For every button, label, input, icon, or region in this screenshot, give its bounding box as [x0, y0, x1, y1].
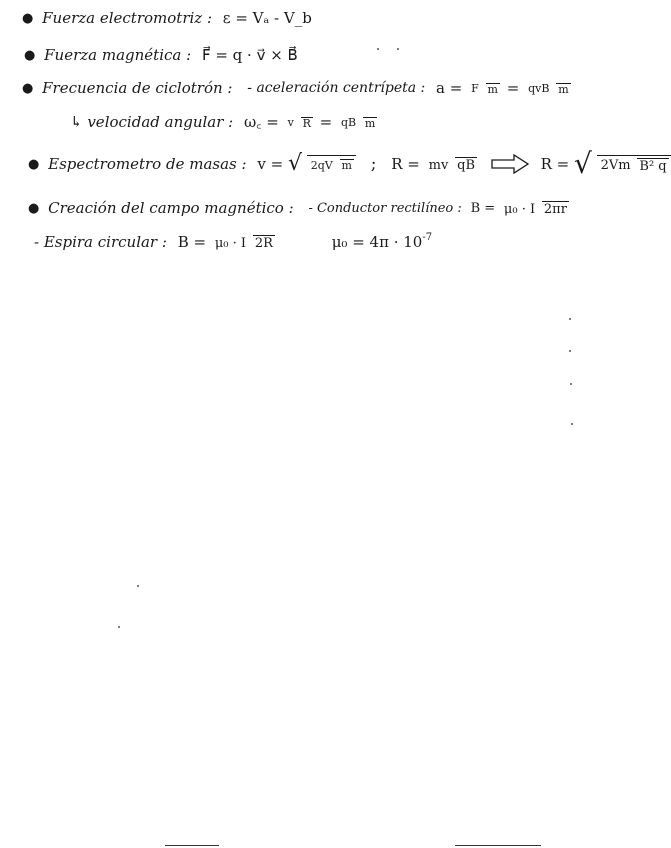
angular-label: ↳ velocidad angular : — [70, 113, 234, 131]
radius2-fraction — [599, 156, 669, 174]
velocity-den: m — [341, 159, 352, 172]
accel-fraction-2 — [526, 79, 571, 97]
bullet-icon: ● — [28, 156, 40, 172]
creation-label: Creación del campo magnético : — [48, 199, 294, 217]
conductor-fraction — [502, 199, 569, 217]
omega-num-2: qB — [341, 116, 357, 129]
radius2-sqrt — [573, 147, 671, 180]
radius-lhs: R = — [391, 155, 420, 173]
omega-num-1: v — [287, 116, 294, 129]
omega-eq: = — [319, 113, 333, 131]
accel-lhs: a = — [436, 79, 463, 97]
radius2-lhs: R = — [540, 155, 570, 173]
omega-den-2: m — [364, 116, 376, 130]
loop-num: μ₀ · I — [214, 235, 247, 251]
radius2-num: 2Vm — [600, 158, 631, 173]
conductor-den: 2πr — [543, 202, 567, 217]
omega-fraction-2 — [339, 113, 377, 131]
accel-num-1: F — [471, 82, 479, 95]
centripetal-label: - aceleración centrípeta : — [247, 80, 426, 96]
magnetic-formula: F⃗ = q · v⃗ × B⃗ — [201, 46, 298, 64]
implies-arrow-icon — [490, 153, 530, 175]
accel-num-2: qvB — [528, 82, 550, 95]
accel-fraction-1 — [469, 79, 500, 97]
bullet-icon: ● — [24, 47, 36, 63]
radius-den: qB — [457, 158, 475, 173]
bullet-icon: ● — [22, 10, 34, 26]
accel-eq: = — [506, 79, 520, 97]
scan-mark — [455, 845, 541, 846]
sqrt-icon: √ — [573, 147, 592, 180]
bullet-icon: ● — [28, 200, 40, 216]
omega-fraction-1 — [286, 113, 313, 131]
loop-fraction — [213, 233, 275, 251]
creation-line — [28, 198, 571, 217]
scan-speck — [397, 48, 399, 50]
scan-speck — [377, 48, 379, 50]
velocity-lhs: v = — [257, 155, 284, 173]
radius-fraction — [427, 155, 477, 173]
mu-constant: μ₀ = 4π · 10 — [331, 233, 423, 251]
sqrt-icon: √ — [287, 151, 302, 176]
accel-den-2: m — [558, 82, 569, 96]
cyclotron-line — [22, 78, 573, 97]
magnetic-label: Fuerza magnética : — [44, 46, 192, 64]
conductor-lhs: B = — [470, 200, 496, 216]
magnetic-line — [24, 45, 298, 64]
radius2-den: B² q — [639, 158, 667, 174]
scan-mark — [165, 845, 219, 846]
scan-speck — [569, 350, 571, 352]
fem-line — [22, 8, 312, 27]
bullet-icon: ● — [22, 80, 34, 96]
velocity-sqrt — [288, 153, 356, 175]
loop-label: - Espira circular : — [34, 233, 167, 251]
conductor-num: μ₀ · I — [503, 201, 536, 217]
velocity-num: 2qV — [310, 158, 333, 172]
loop-line — [34, 232, 432, 251]
velocity-fraction — [309, 156, 354, 174]
angular-line — [70, 112, 379, 132]
scan-speck — [571, 423, 573, 425]
radius-num: mv — [428, 157, 449, 173]
separator: ; — [370, 154, 377, 174]
mu-exponent: -7 — [422, 232, 433, 243]
scan-speck — [137, 585, 139, 587]
accel-den-1: m — [487, 82, 498, 96]
spectrometer-label: Espectrometro de masas : — [48, 155, 247, 173]
scan-speck — [569, 318, 571, 320]
spectrometer-line — [28, 147, 671, 180]
fem-label: Fuerza electromotriz : — [42, 9, 213, 27]
omega-lhs: ω꜀ = — [244, 113, 279, 131]
fem-formula: ε = Vₐ - V_b — [222, 9, 312, 27]
scan-speck — [570, 383, 572, 385]
scan-speck — [118, 626, 120, 628]
loop-den: 2R — [254, 236, 273, 251]
loop-lhs: B = — [177, 233, 207, 251]
omega-den-1: R — [302, 116, 311, 130]
cyclotron-label: Frecuencia de ciclotrón : — [42, 79, 233, 97]
conductor-label: - Conductor rectilíneo : — [308, 200, 462, 216]
